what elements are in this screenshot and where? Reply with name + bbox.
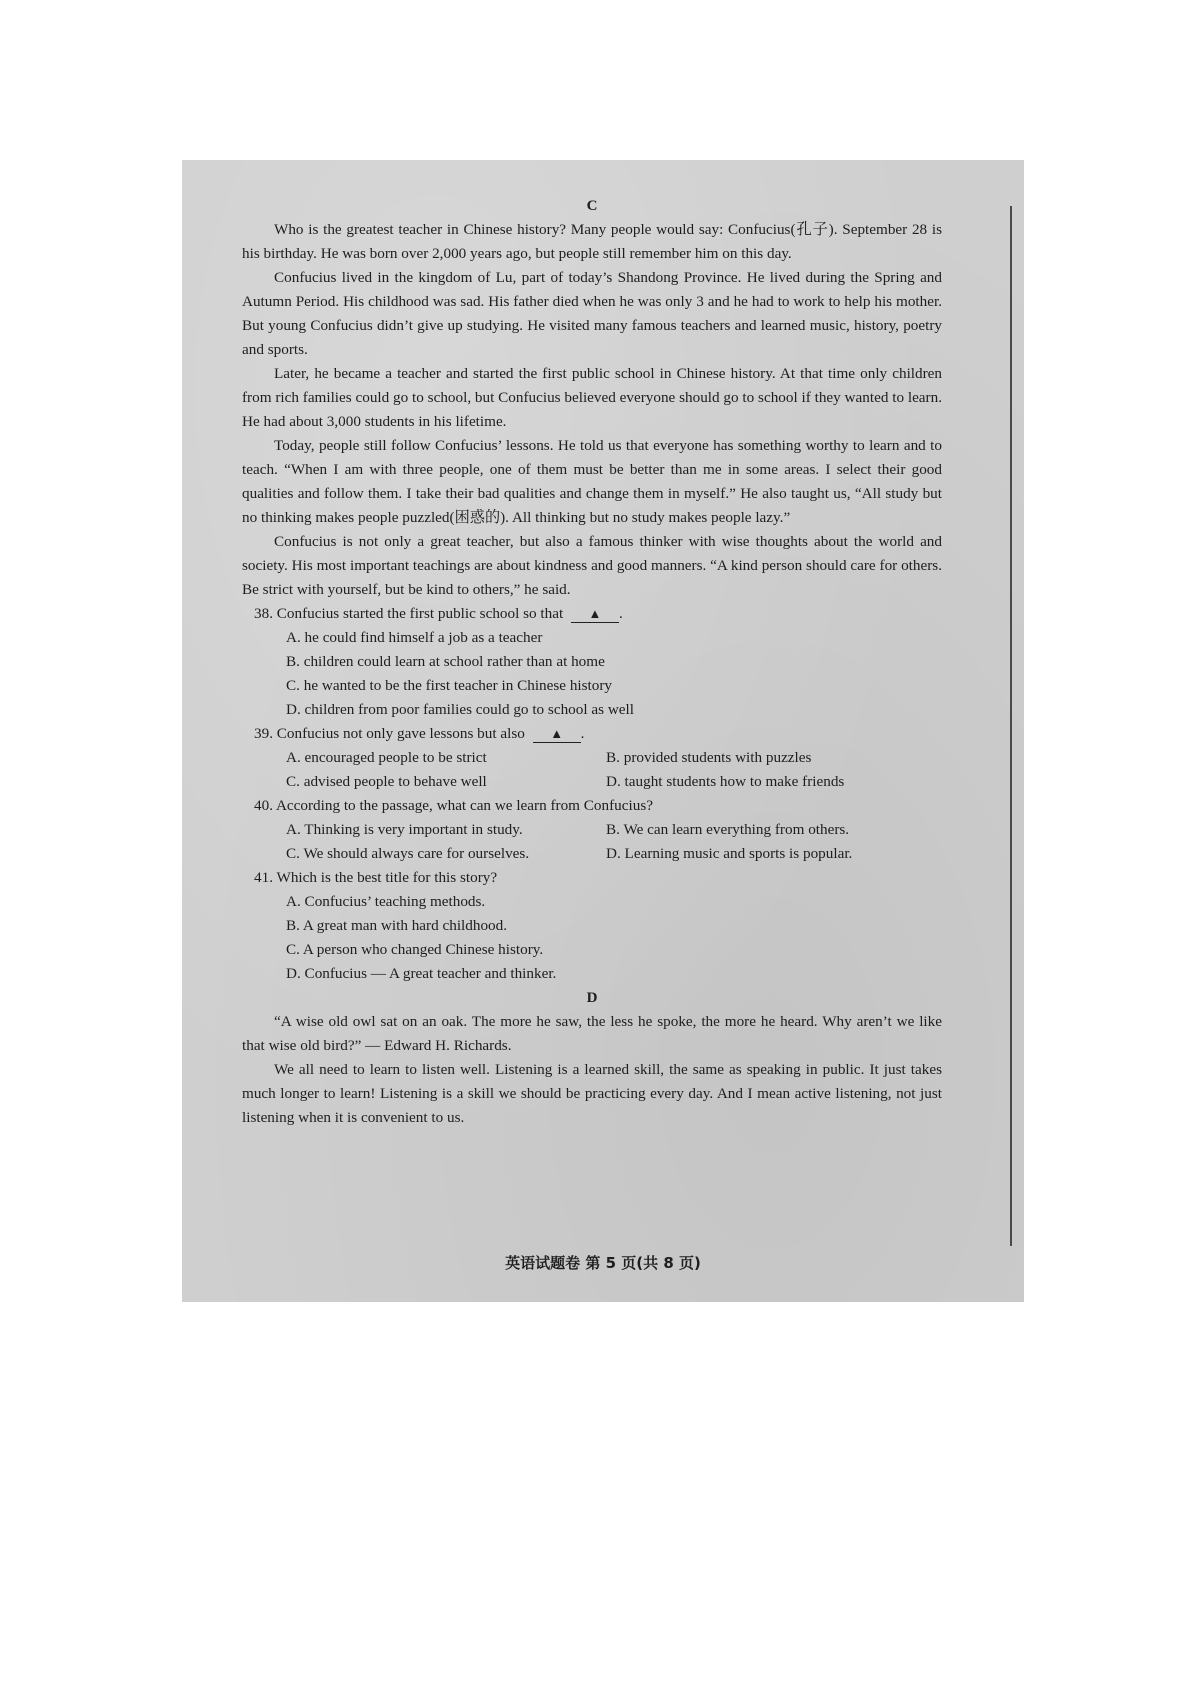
section-d-paragraph: “A wise old owl sat on an oak. The more he saw, the less he spoke, the more he heard. Why aren’t we like that wise old bird?” — Edward H. Richards. [242,1013,942,1054]
option: C. A person who changed Chinese history. [286,941,544,958]
option: B. children could learn at school rather than at home [286,653,605,670]
section-d-paragraph: We all need to learn to listen well. Listening is a learned skill, the same as speaking in public. It just takes much longer to learn! Listening is a skill we should be practicing every day. And I mean active listening, not just listening when it is convenient to us. [242,1061,942,1126]
question-end: . [618,605,623,622]
question-39 [242,722,942,746]
question-stem: 39. Confucius not only gave lessons but also [254,725,525,742]
option: D. children from poor families could go to school as well [286,701,634,718]
question-40: 40. According to the passage, what can we learn from Confucius? [254,797,653,814]
vertical-rule [1010,206,1012,1246]
question-stem: 38. Confucius started the first public school so that [254,605,564,622]
section-c-title: C [586,198,598,214]
option-row [242,770,942,794]
section-c-paragraph: Today, people still follow Confucius’ lessons. He told us that everyone has something worthy to learn and to teach. “When I am with three people, one of them must be better than me in some areas. I select their good qualities and follow them. I take their bad qualities and change them in myself.” He also taught us, “All study but no thinking makes people puzzled(困惑的). All thinking but no study makes people lazy.” [242,437,942,526]
option: C. advised people to behave well [286,773,487,790]
question-end: . [580,725,585,742]
option-row [242,842,942,866]
option: D. Confucius — A great teacher and thinker. [286,965,557,982]
option: C. he wanted to be the first teacher in Chinese history [286,677,613,694]
page-footer: 英语试题卷 第 5 页(共 8 页) [505,1254,701,1272]
section-c-paragraph: Confucius is not only a great teacher, but also a famous thinker with wise thoughts about the world and society. His most important teachings are about kindness and good manners. “A kind person should care for others. Be strict with yourself, but be kind to others,” he said. [242,533,942,598]
option: B. A great man with hard childhood. [286,917,508,934]
option-row [242,746,942,770]
option-row [242,818,942,842]
section-c-paragraph: Confucius lived in the kingdom of Lu, part of today’s Shandong Province. He lived during the Spring and Autumn Period. His childhood was sad. His father died when he was only 3 and he had to work to help his mother. But young Confucius didn’t give up studying. He visited many famous teachers and learned music, history, poetry and sports. [242,269,942,358]
scanned-exam-page [182,160,1024,1302]
section-c-paragraph: Who is the greatest teacher in Chinese history? Many people would say: Confucius(孔子). September 28 is his birthday. He was born over 2,000 years ago, but people still remember him on this day. [242,221,942,262]
option: C. We should always care for ourselves. [286,845,530,862]
question-41: 41. Which is the best title for this story? [254,869,498,886]
section-c-paragraph: Later, he became a teacher and started the first public school in Chinese history. At that time only children from rich families could go to school, but Confucius believed everyone should go to school if they wanted to learn. He had about 3,000 students in his lifetime. [242,365,942,430]
option: D. Learning music and sports is popular. [606,845,853,862]
answer-blank: ▲ [533,726,581,743]
option: A. encouraged people to be strict [286,749,487,766]
option: D. taught students how to make friends [606,773,845,790]
option: B. provided students with puzzles [606,749,812,766]
page-content [242,194,942,1130]
answer-blank: ▲ [571,606,619,623]
option: A. Confucius’ teaching methods. [286,893,486,910]
option: A. Thinking is very important in study. [286,821,523,838]
question-38 [242,602,942,626]
option: B. We can learn everything from others. [606,821,850,838]
section-d-title: D [586,990,598,1006]
option: A. he could find himself a job as a teacher [286,629,543,646]
